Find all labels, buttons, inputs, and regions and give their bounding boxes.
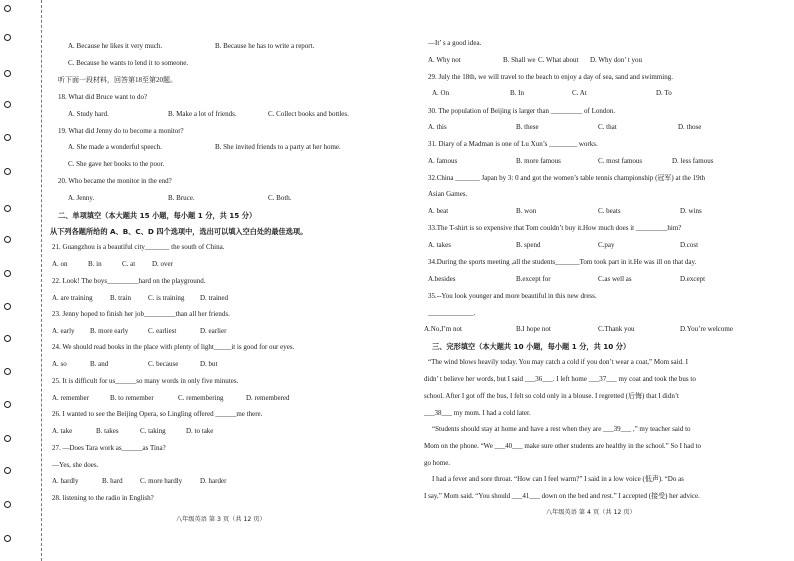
option: B. more famous — [516, 157, 561, 165]
punch-hole-icon — [4, 335, 11, 342]
option: A. on — [52, 260, 68, 268]
option: C. because — [148, 360, 179, 368]
option: B. In — [510, 89, 524, 97]
option: C. more hardly — [140, 477, 183, 485]
option: D. Why don’ t you — [590, 56, 643, 64]
option: A. are training — [52, 294, 93, 302]
option: D. harder — [200, 477, 227, 485]
option: B. Shall we — [503, 56, 536, 64]
option: D. over — [152, 260, 173, 268]
punch-hole-icon — [4, 101, 11, 108]
punch-hole-icon — [4, 501, 11, 508]
option: A. She made a wonderful speech. — [68, 143, 162, 151]
option: D. remembered — [246, 394, 290, 402]
section-3-title: 三、完形填空（本大题共 10 小题，每小题 1 分，共 10 分） — [432, 342, 631, 351]
option: C. Collect books and bottles. — [268, 110, 349, 118]
option: C. Both. — [268, 194, 292, 202]
option: C. At — [572, 89, 587, 97]
punch-hole-icon — [4, 435, 11, 442]
cloze-line: go home. — [424, 459, 451, 467]
section-2-instructions: 从下列各题所给的 A、B、C、D 四个选项中，选出可以填入空白处的最佳选项。 — [50, 227, 308, 236]
question-25: 25. It is difficult for us______so many words in only five minutes. — [52, 377, 239, 385]
punch-hole-icon — [4, 34, 11, 41]
punch-hole-icon — [4, 205, 11, 212]
option: B. hard — [102, 477, 123, 485]
option: D. less famous — [672, 157, 714, 165]
option: C.Thank you — [598, 325, 635, 333]
punch-hole-icon — [4, 134, 11, 141]
option: B.except for — [516, 275, 551, 283]
option: D.You’re welcome — [680, 325, 733, 333]
option: A.besides — [428, 275, 456, 283]
punch-hole-icon — [4, 535, 11, 542]
option: B. spend — [516, 241, 541, 249]
cloze-line: “The wind blows heavily today. You may catch a cold if you don’t wear a coat,” Mom said. I — [428, 358, 688, 366]
punch-hole-icon — [4, 236, 11, 243]
question-33: 33.The T-shirt is so expensive that Tom couldn’t buy it.How much does it _________him? — [428, 224, 682, 232]
option: A. early — [52, 327, 75, 335]
option: D. earlier — [200, 327, 227, 335]
option: B. Make a lot of friends. — [168, 110, 237, 118]
question-22: 22. Look! The boys_________hard on the playground. — [52, 277, 206, 285]
option: B. won — [516, 207, 537, 215]
option: A. Because he likes it very much. — [68, 42, 163, 50]
question-20: 20. Who became the monitor in the end? — [58, 177, 172, 185]
option: D. To — [656, 89, 672, 97]
option: C. beats — [598, 207, 621, 215]
option: B.I hope not — [516, 325, 551, 333]
punch-hole-icon — [4, 401, 11, 408]
option: C. remembering — [178, 394, 224, 402]
listening-note: 听下面一段材料，回答第18至第20题。 — [58, 76, 177, 84]
option: A. Why not — [428, 56, 461, 64]
option: B. more early — [90, 327, 129, 335]
question-29: 29. July the 18th, we will travel to the beach to enjoy a day of sea, sand and swimming. — [428, 73, 673, 81]
page-footer: 八年级英语 第 3 页（共 12 页） — [176, 516, 266, 523]
punch-hole-icon — [4, 70, 11, 77]
question-18: 18. What did Bruce want to do? — [58, 93, 148, 101]
question-32-cont: Asian Games. — [428, 190, 468, 198]
option: C.pay — [598, 241, 615, 249]
question-24: 24. We should read books in the place with plenty of light_____it is good for our eyes. — [52, 343, 295, 351]
option: A.No,I’m not — [424, 325, 462, 333]
punch-hole-icon — [4, 5, 11, 12]
option: D.cost — [680, 241, 699, 249]
option: B. train — [110, 294, 131, 302]
answer-blank: _____________. — [428, 309, 476, 317]
option: C. She gave her books to the poor. — [68, 160, 165, 168]
option: C. taking — [140, 427, 166, 435]
question-31: 31. Diary of a Madman is one of Lu Xun’s ________ works. — [428, 140, 598, 148]
option: C. at — [122, 260, 136, 268]
cloze-line: school. After I got off the bus, I felt so cold only in a blouse. I regretted (后悔) that I didn’t — [424, 392, 679, 400]
question-34: 34.During the sports meeting ,all the students_______Tom took part in it.He was ill on that day. — [428, 258, 697, 266]
option: A. hardly — [52, 477, 79, 485]
question-19: 19. What did Jenny do to become a monitor? — [58, 127, 184, 135]
cloze-line: didn’ t believe her words, but I said ___36___. I left home ___37___ my coat and took the bus to — [424, 375, 696, 383]
question-28: 28. listening to the radio in English? — [52, 494, 154, 502]
page-footer: 八年级英语 第 4 页（共 12 页） — [546, 509, 636, 516]
option: A. On — [432, 89, 450, 97]
option: B. in — [88, 260, 102, 268]
option: C. is training — [148, 294, 185, 302]
option: B. these — [516, 123, 539, 131]
question-26: 26. I wanted to see the Beijing Opera, so Lingling offered ______me there. — [52, 410, 263, 418]
cloze-line: I say,” Mom said. “You should ___41___ down on the bed and rest.” I accepted (接受) her advice. — [424, 492, 700, 500]
question-27-answer: —Yes, she does. — [52, 461, 99, 469]
option: D.except — [680, 275, 706, 283]
question-28-answer: —It’ s a good idea. — [428, 39, 482, 47]
option: A. this — [428, 123, 447, 131]
punch-hole-icon — [4, 168, 11, 175]
option: B. She invited friends to a party at her home. — [215, 143, 341, 151]
question-32: 32.China _______ Japan by 3: 0 and got the women’s table tennis championship (冠军) at the 19th — [428, 174, 706, 182]
question-35: 35.--You look younger and more beautiful in this new dress. — [428, 292, 597, 300]
cloze-line: ___38___ my mom. I had a cold later. — [424, 409, 531, 417]
option: D. to take — [186, 427, 214, 435]
option: B. takes — [96, 427, 119, 435]
option: C. What about — [538, 56, 579, 64]
option: C. earliest — [148, 327, 177, 335]
punch-hole-icon — [4, 467, 11, 474]
option: A. takes — [428, 241, 451, 249]
question-21: 21. Guangzhou is a beautiful city_______ the south of China. — [52, 243, 225, 251]
option: B. Bruce. — [168, 194, 195, 202]
option: A. Study hard. — [68, 110, 109, 118]
cloze-line: Mom on the phone. “We ___40___ make sure other students are healthy in the school.” So I had to — [424, 442, 702, 450]
punch-hole-icon — [4, 303, 11, 310]
option: D. but — [200, 360, 218, 368]
option: A. take — [52, 427, 73, 435]
option: C.as well as — [598, 275, 632, 283]
question-23: 23. Jenny hoped to finish her job_________than all her friends. — [52, 310, 230, 318]
option: A. Jenny. — [68, 194, 95, 202]
option: B. Because he has to write a report. — [215, 42, 315, 50]
cloze-line: I had a fever and sore throat. “How can I feel warm?” I said in a low voice (低声). “Do as — [432, 475, 684, 483]
option: A. famous — [428, 157, 458, 165]
punch-hole-icon — [4, 270, 11, 277]
question-27: 27. —Does Tara work as______as Tina? — [52, 444, 166, 452]
option: A. beat — [428, 207, 449, 215]
option: D. trained — [200, 294, 228, 302]
option: A. remember — [52, 394, 89, 402]
option: B. and — [90, 360, 109, 368]
option: C. most famous — [598, 157, 643, 165]
binding-margin — [0, 0, 44, 561]
option: C. that — [598, 123, 617, 131]
option: B. to remember — [110, 394, 154, 402]
punch-hole-icon — [4, 368, 11, 375]
section-2-title: 二、单项填空（本大题共 15 小题，每小题 1 分，共 15 分） — [58, 211, 257, 220]
option: C. Because he wants to lend it to someone. — [68, 59, 189, 67]
option: A. so — [52, 360, 67, 368]
binding-dashed-line — [41, 0, 42, 561]
option: D. wins — [680, 207, 702, 215]
option: D. those — [678, 123, 702, 131]
cloze-line: “Students should stay at home and have a rest when they are ___39___ ,” my teacher said to — [432, 425, 691, 433]
question-30: 30. The population of Beijing is larger than _________ of London. — [428, 107, 616, 115]
